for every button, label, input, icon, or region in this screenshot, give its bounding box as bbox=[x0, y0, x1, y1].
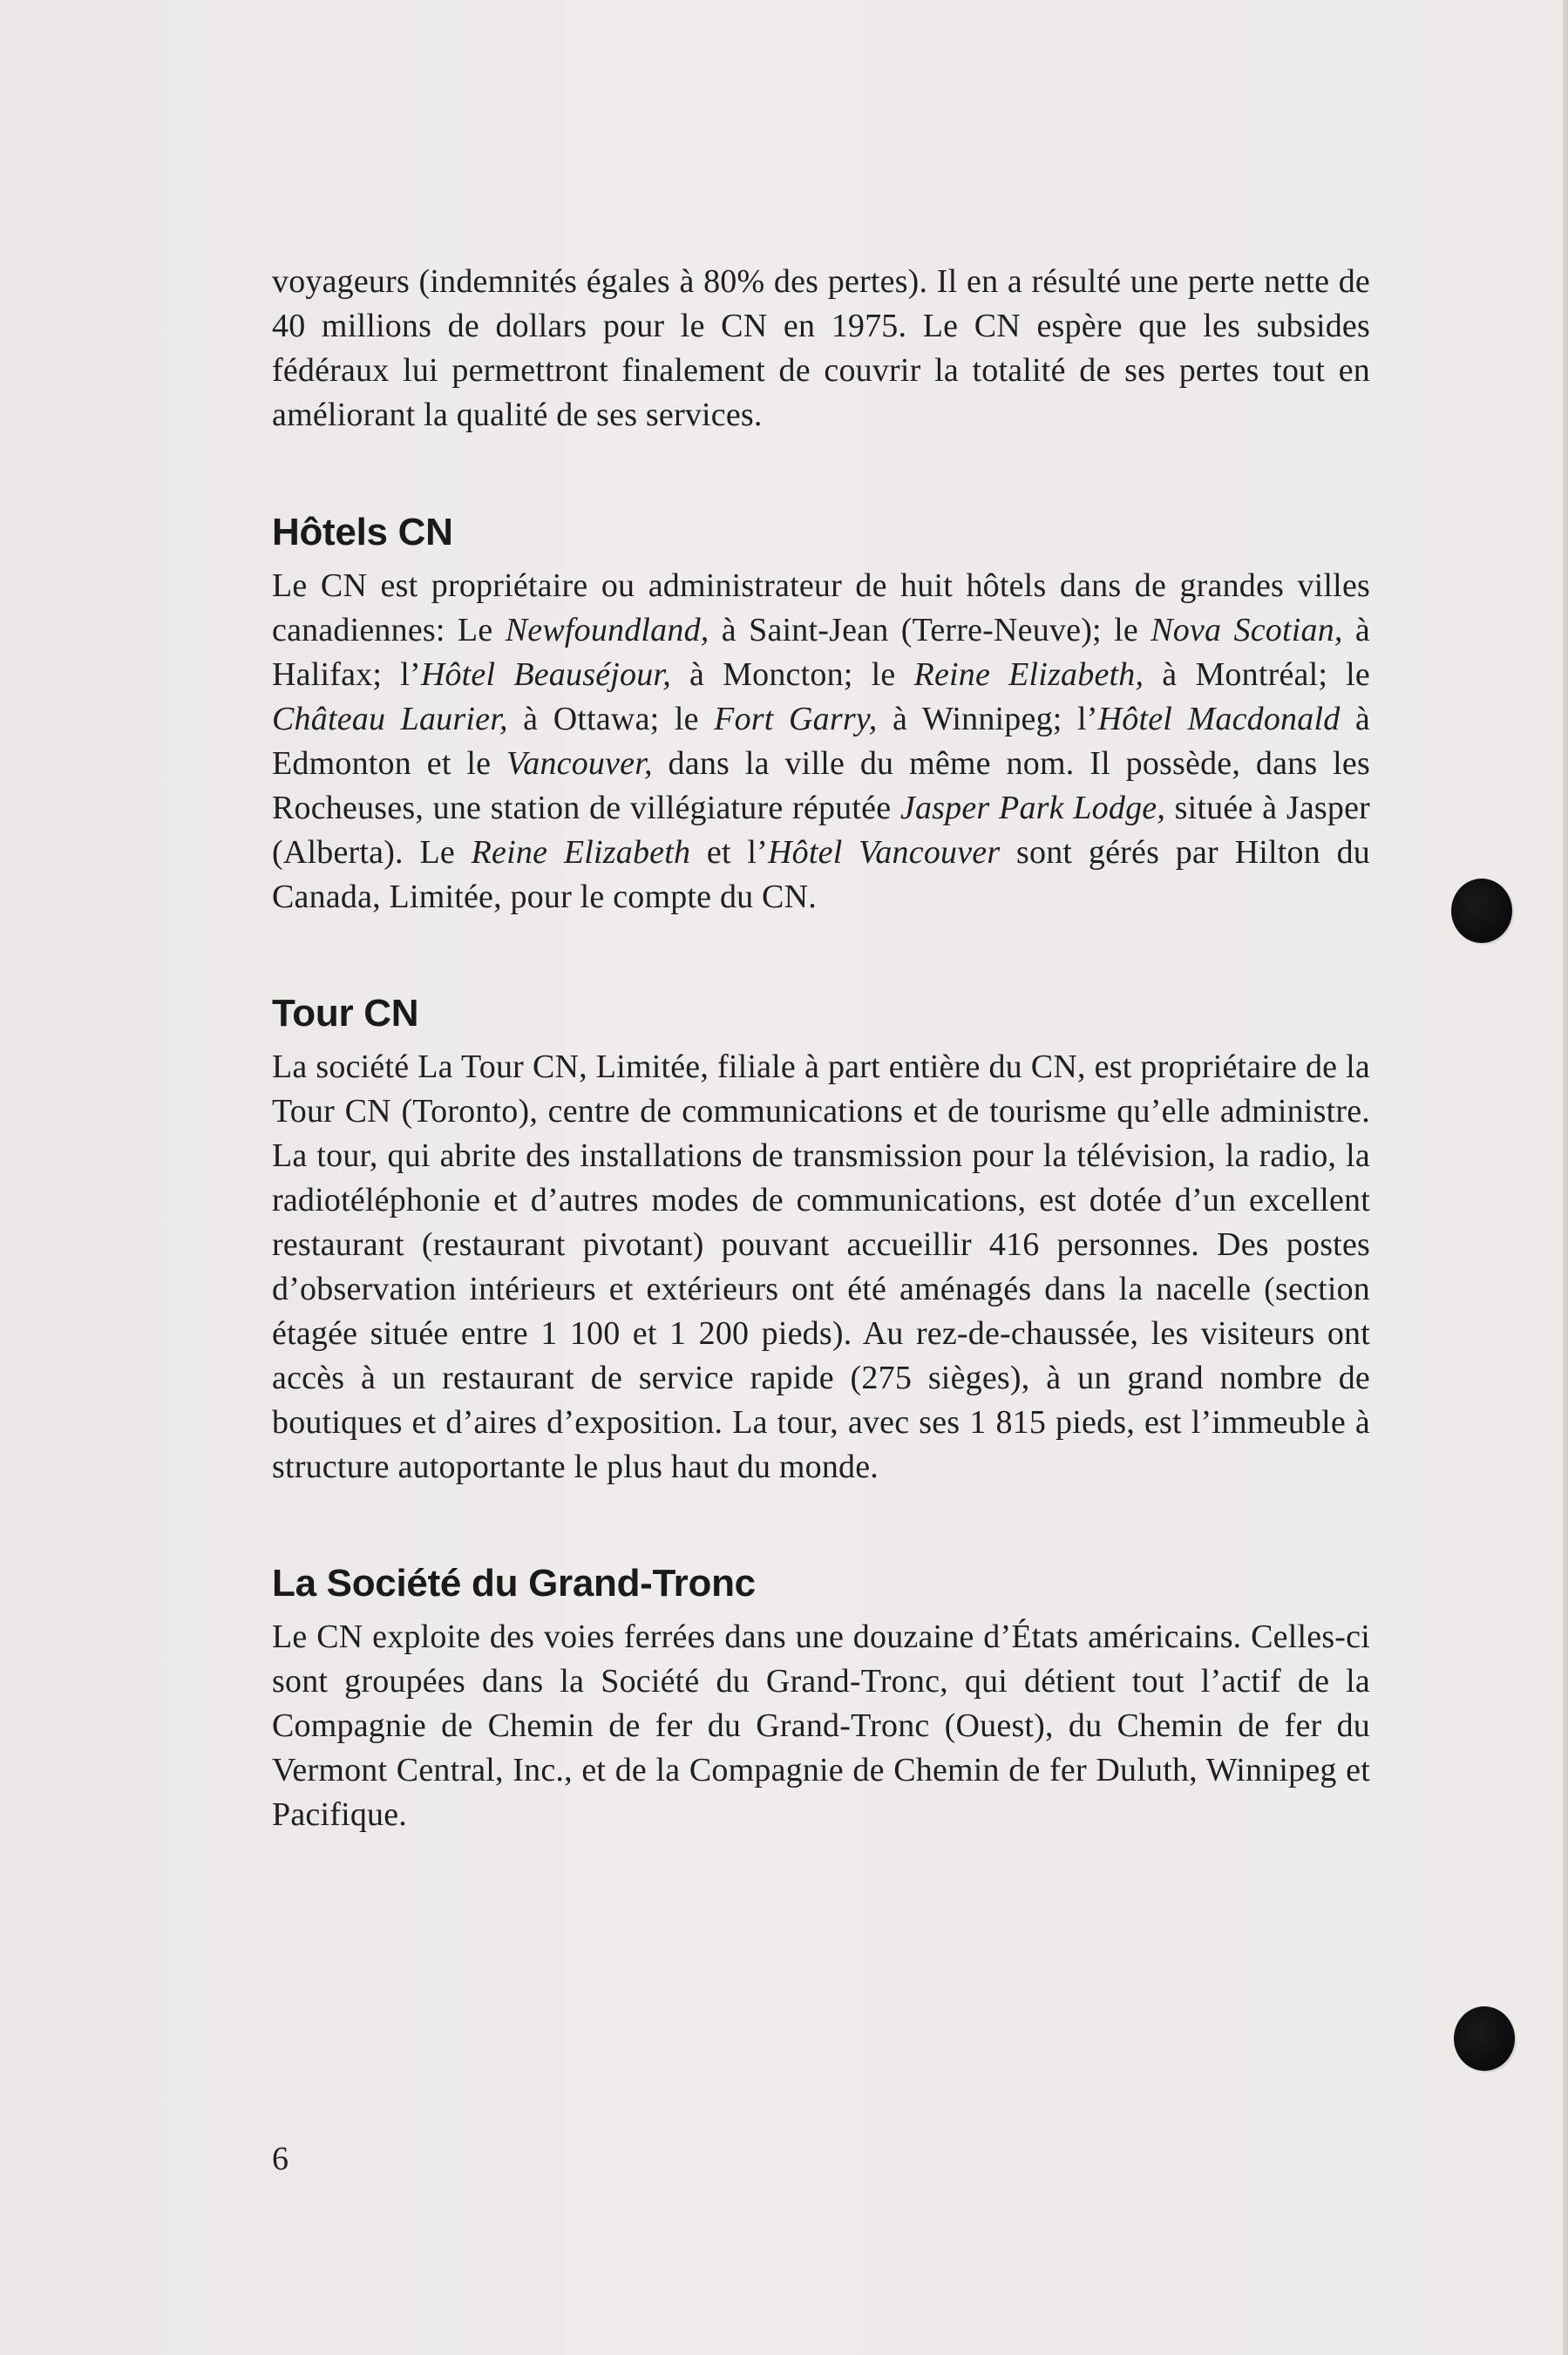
hotel-name: Reine Elizabeth, bbox=[913, 656, 1144, 693]
hotel-name: Château Laurier, bbox=[272, 701, 508, 737]
hotels-text: à Saint-Jean (Terre-Neuve); le bbox=[709, 612, 1151, 648]
grand-tronc-paragraph: Le CN exploite des voies ferrées dans une douzaine d’États américains. Celles-ci sont groupées dans la Société du Grand-Tronc, qui détient tout l’actif de la Compagnie de Chemin de fer du Grand-Tronc (Ouest), du Chemin de fer du Vermont Central, Inc., et de la Compagnie de Chemin de fer Duluth, Winnipeg et Pacifique. bbox=[272, 1619, 1370, 1833]
hotels-text: Le CN est propriétaire ou administrateur de huit hôtels dans de grandes villes canadiennes: Le bbox=[272, 567, 1370, 648]
hotel-name: Hôtel Beauséjour, bbox=[420, 656, 671, 693]
hotel-name: Nova Scotian, bbox=[1151, 612, 1343, 648]
hotels-text: à Ottawa; le bbox=[507, 701, 715, 737]
hotel-name: Reine Elizabeth bbox=[471, 834, 691, 871]
page-edge bbox=[1563, 0, 1568, 2355]
hotel-name: Vancouver, bbox=[506, 745, 653, 782]
hotels-text: à Halifax; l’ bbox=[272, 612, 1370, 693]
hotels-text: à Edmonton et le bbox=[272, 701, 1370, 782]
hotel-name: Hôtel Vancouver bbox=[768, 834, 1001, 871]
intro-paragraph: voyageurs (indemnités égales à 80% des pertes). Il en a résulté une perte nette de 40 millions de dollars pour le CN en 1975. Le CN espère que les subsides fédéraux lui permettront finalement de couvrir la totalité de ses pertes tout en améliorant la qualité de ses services. bbox=[272, 263, 1370, 433]
page-number: 6 bbox=[272, 2141, 288, 2177]
hotel-name: Fort Garry, bbox=[714, 701, 878, 737]
hotels-heading: Hôtels CN bbox=[272, 511, 453, 553]
page-content bbox=[272, 260, 1370, 1837]
hotels-text: à Montréal; le bbox=[1144, 656, 1371, 693]
tour-paragraph: La société La Tour CN, Limitée, filiale à part entière du CN, est propriétaire de la Tour CN (Toronto), centre de communications et de tourisme qu’elle administre. La tour, qui abrite des installations de transmission pour la télévision, la radio, la radiotéléphonie et d’autres modes de communications, est dotée d’un excellent restaurant (restaurant pivotant) pouvant accueillir 416 personnes. Des postes d’observation intérieurs et extérieurs ont été aménagés dans la nacelle (section étagée située entre 1 100 et 1 200 pieds). Au rez-de-chaussée, les visiteurs ont accès à un restaurant de service rapide (275 sièges), à un grand nombre de boutiques et d’aires d’exposition. La tour, avec ses 1 815 pieds, est l’immeuble à structure autoportante le plus haut du monde. bbox=[272, 1049, 1370, 1485]
hotels-text: dans la ville du même nom. Il possède, dans les Rocheuses, une station de villégiature réputée bbox=[272, 745, 1370, 826]
hotels-paragraph bbox=[272, 564, 1370, 920]
tour-heading: Tour CN bbox=[272, 992, 419, 1035]
hotels-text: à Winnipeg; l’ bbox=[877, 701, 1098, 737]
punch-hole bbox=[1451, 879, 1512, 943]
hotels-text: sont gérés par Hilton du Canada, Limitée, pour le compte du CN. bbox=[272, 834, 1370, 915]
hotels-text: à Moncton; le bbox=[670, 656, 914, 693]
hotels-text: et l’ bbox=[690, 834, 769, 871]
hotel-name: Newfoundland, bbox=[505, 612, 709, 648]
punch-hole bbox=[1454, 2006, 1515, 2071]
hotel-name: Hôtel Macdonald bbox=[1097, 701, 1341, 737]
grand-tronc-heading: La Société du Grand-Tronc bbox=[272, 1562, 756, 1605]
hotels-text: située à Jasper (Alberta). Le bbox=[272, 790, 1370, 871]
hotel-name: Jasper Park Lodge, bbox=[899, 790, 1166, 826]
